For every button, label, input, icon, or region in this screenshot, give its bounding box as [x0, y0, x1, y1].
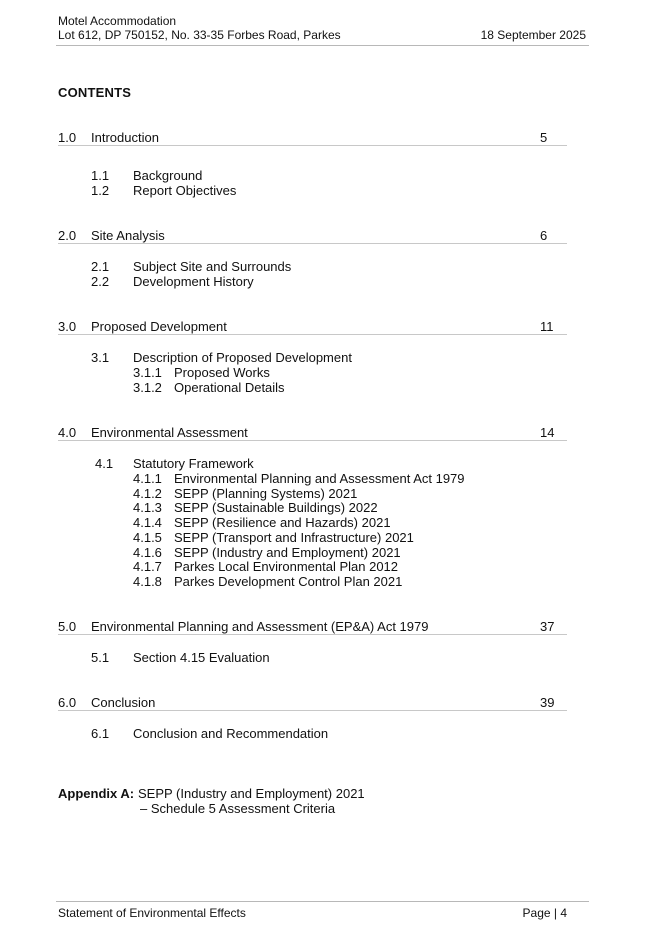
toc-sub-number: 2.1	[91, 259, 110, 274]
toc-section-title[interactable]: Conclusion	[91, 695, 156, 710]
toc-subsub-number: 3.1.1	[133, 365, 162, 380]
toc-sub-title[interactable]: Statutory Framework	[133, 456, 254, 471]
toc-section-page: 11	[540, 319, 554, 334]
toc-section-title[interactable]: Proposed Development	[91, 319, 227, 334]
appendix-title[interactable]: SEPP (Industry and Employment) 2021	[138, 786, 365, 801]
toc-sub-number: 2.2	[91, 274, 110, 289]
appendix-subtitle: – Schedule 5 Assessment Criteria	[140, 801, 336, 816]
toc-section-rule	[58, 440, 567, 441]
header-title: Motel Accommodation	[58, 14, 177, 28]
toc-subsub-number: 4.1.1	[133, 471, 162, 486]
toc-section-rule	[58, 243, 567, 244]
toc-subsub-number: 3.1.2	[133, 380, 162, 395]
toc-subsub-title[interactable]: SEPP (Planning Systems) 2021	[174, 486, 358, 501]
toc-section-number: 6.0	[58, 695, 77, 710]
toc-section-number: 3.0	[58, 319, 77, 334]
toc-subsub-title[interactable]: Parkes Local Environmental Plan 2012	[174, 559, 399, 574]
contents-title: CONTENTS	[58, 85, 132, 100]
toc-subsub-title[interactable]: SEPP (Sustainable Buildings) 2022	[174, 500, 378, 515]
toc-sub-title[interactable]: Background	[133, 168, 203, 183]
toc-subsub-title[interactable]: Environmental Planning and Assessment Act 1979	[174, 471, 465, 486]
toc-sub-number: 1.2	[91, 183, 110, 198]
toc-sub-number: 4.1	[95, 456, 114, 471]
toc-subsub-title[interactable]: SEPP (Resilience and Hazards) 2021	[174, 515, 391, 530]
toc-subsub-number: 4.1.3	[133, 500, 162, 515]
toc-subsub-number: 4.1.8	[133, 574, 162, 589]
toc-section-title[interactable]: Environmental Planning and Assessment (EP&A) Act 1979	[91, 619, 429, 634]
toc-subsub-title[interactable]: SEPP (Transport and Infrastructure) 2021	[174, 530, 414, 545]
toc-section-title[interactable]: Introduction	[91, 130, 159, 145]
header-date: 18 September 2025	[480, 28, 586, 42]
toc-section-page: 37	[540, 619, 555, 634]
toc-subsub-number: 4.1.7	[133, 559, 162, 574]
toc-subsub-number: 4.1.4	[133, 515, 162, 530]
header-rule	[56, 45, 589, 46]
toc-subsub-title[interactable]: Proposed Works	[174, 365, 270, 380]
toc-subsub-number: 4.1.2	[133, 486, 162, 501]
toc-sub-title[interactable]: Subject Site and Surrounds	[133, 259, 292, 274]
toc-sub-title[interactable]: Report Objectives	[133, 183, 237, 198]
toc-section-title[interactable]: Site Analysis	[91, 228, 165, 243]
header-address: Lot 612, DP 750152, No. 33-35 Forbes Road, Parkes	[58, 28, 341, 42]
footer-document-title: Statement of Environmental Effects	[58, 906, 246, 920]
toc-section-number: 5.0	[58, 619, 77, 634]
toc-sub-title[interactable]: Development History	[133, 274, 254, 289]
footer-page-number: Page | 4	[522, 906, 567, 920]
toc-section-page: 39	[540, 695, 555, 710]
toc-sub-title[interactable]: Description of Proposed Development	[133, 350, 352, 365]
toc-section-page: 6	[540, 228, 548, 243]
toc-section-number: 4.0	[58, 425, 77, 440]
toc-section-page: 14	[540, 425, 555, 440]
toc-section-rule	[58, 334, 567, 335]
toc-subsub-number: 4.1.6	[133, 545, 162, 560]
toc-section-rule	[58, 145, 567, 146]
toc-sub-number: 5.1	[91, 650, 110, 665]
toc-subsub-title[interactable]: SEPP (Industry and Employment) 2021	[174, 545, 401, 560]
toc-section-title[interactable]: Environmental Assessment	[91, 425, 248, 440]
toc-sub-number: 1.1	[91, 168, 110, 183]
toc-subsub-title[interactable]: Parkes Development Control Plan 2021	[174, 574, 403, 589]
footer-rule	[56, 901, 589, 902]
toc-subsub-title[interactable]: Operational Details	[174, 380, 285, 395]
toc-sub-title[interactable]: Conclusion and Recommendation	[133, 726, 329, 741]
toc-sub-title[interactable]: Section 4.15 Evaluation	[133, 650, 270, 665]
toc-section-number: 1.0	[58, 130, 77, 145]
appendix-label: Appendix A:	[58, 786, 135, 801]
toc-section-page: 5	[540, 130, 548, 145]
toc-subsub-number: 4.1.5	[133, 530, 162, 545]
toc-sub-number: 3.1	[91, 350, 110, 365]
toc-section-rule	[58, 634, 567, 635]
toc-section-number: 2.0	[58, 228, 77, 243]
toc-section-rule	[58, 710, 567, 711]
toc-sub-number: 6.1	[91, 726, 110, 741]
